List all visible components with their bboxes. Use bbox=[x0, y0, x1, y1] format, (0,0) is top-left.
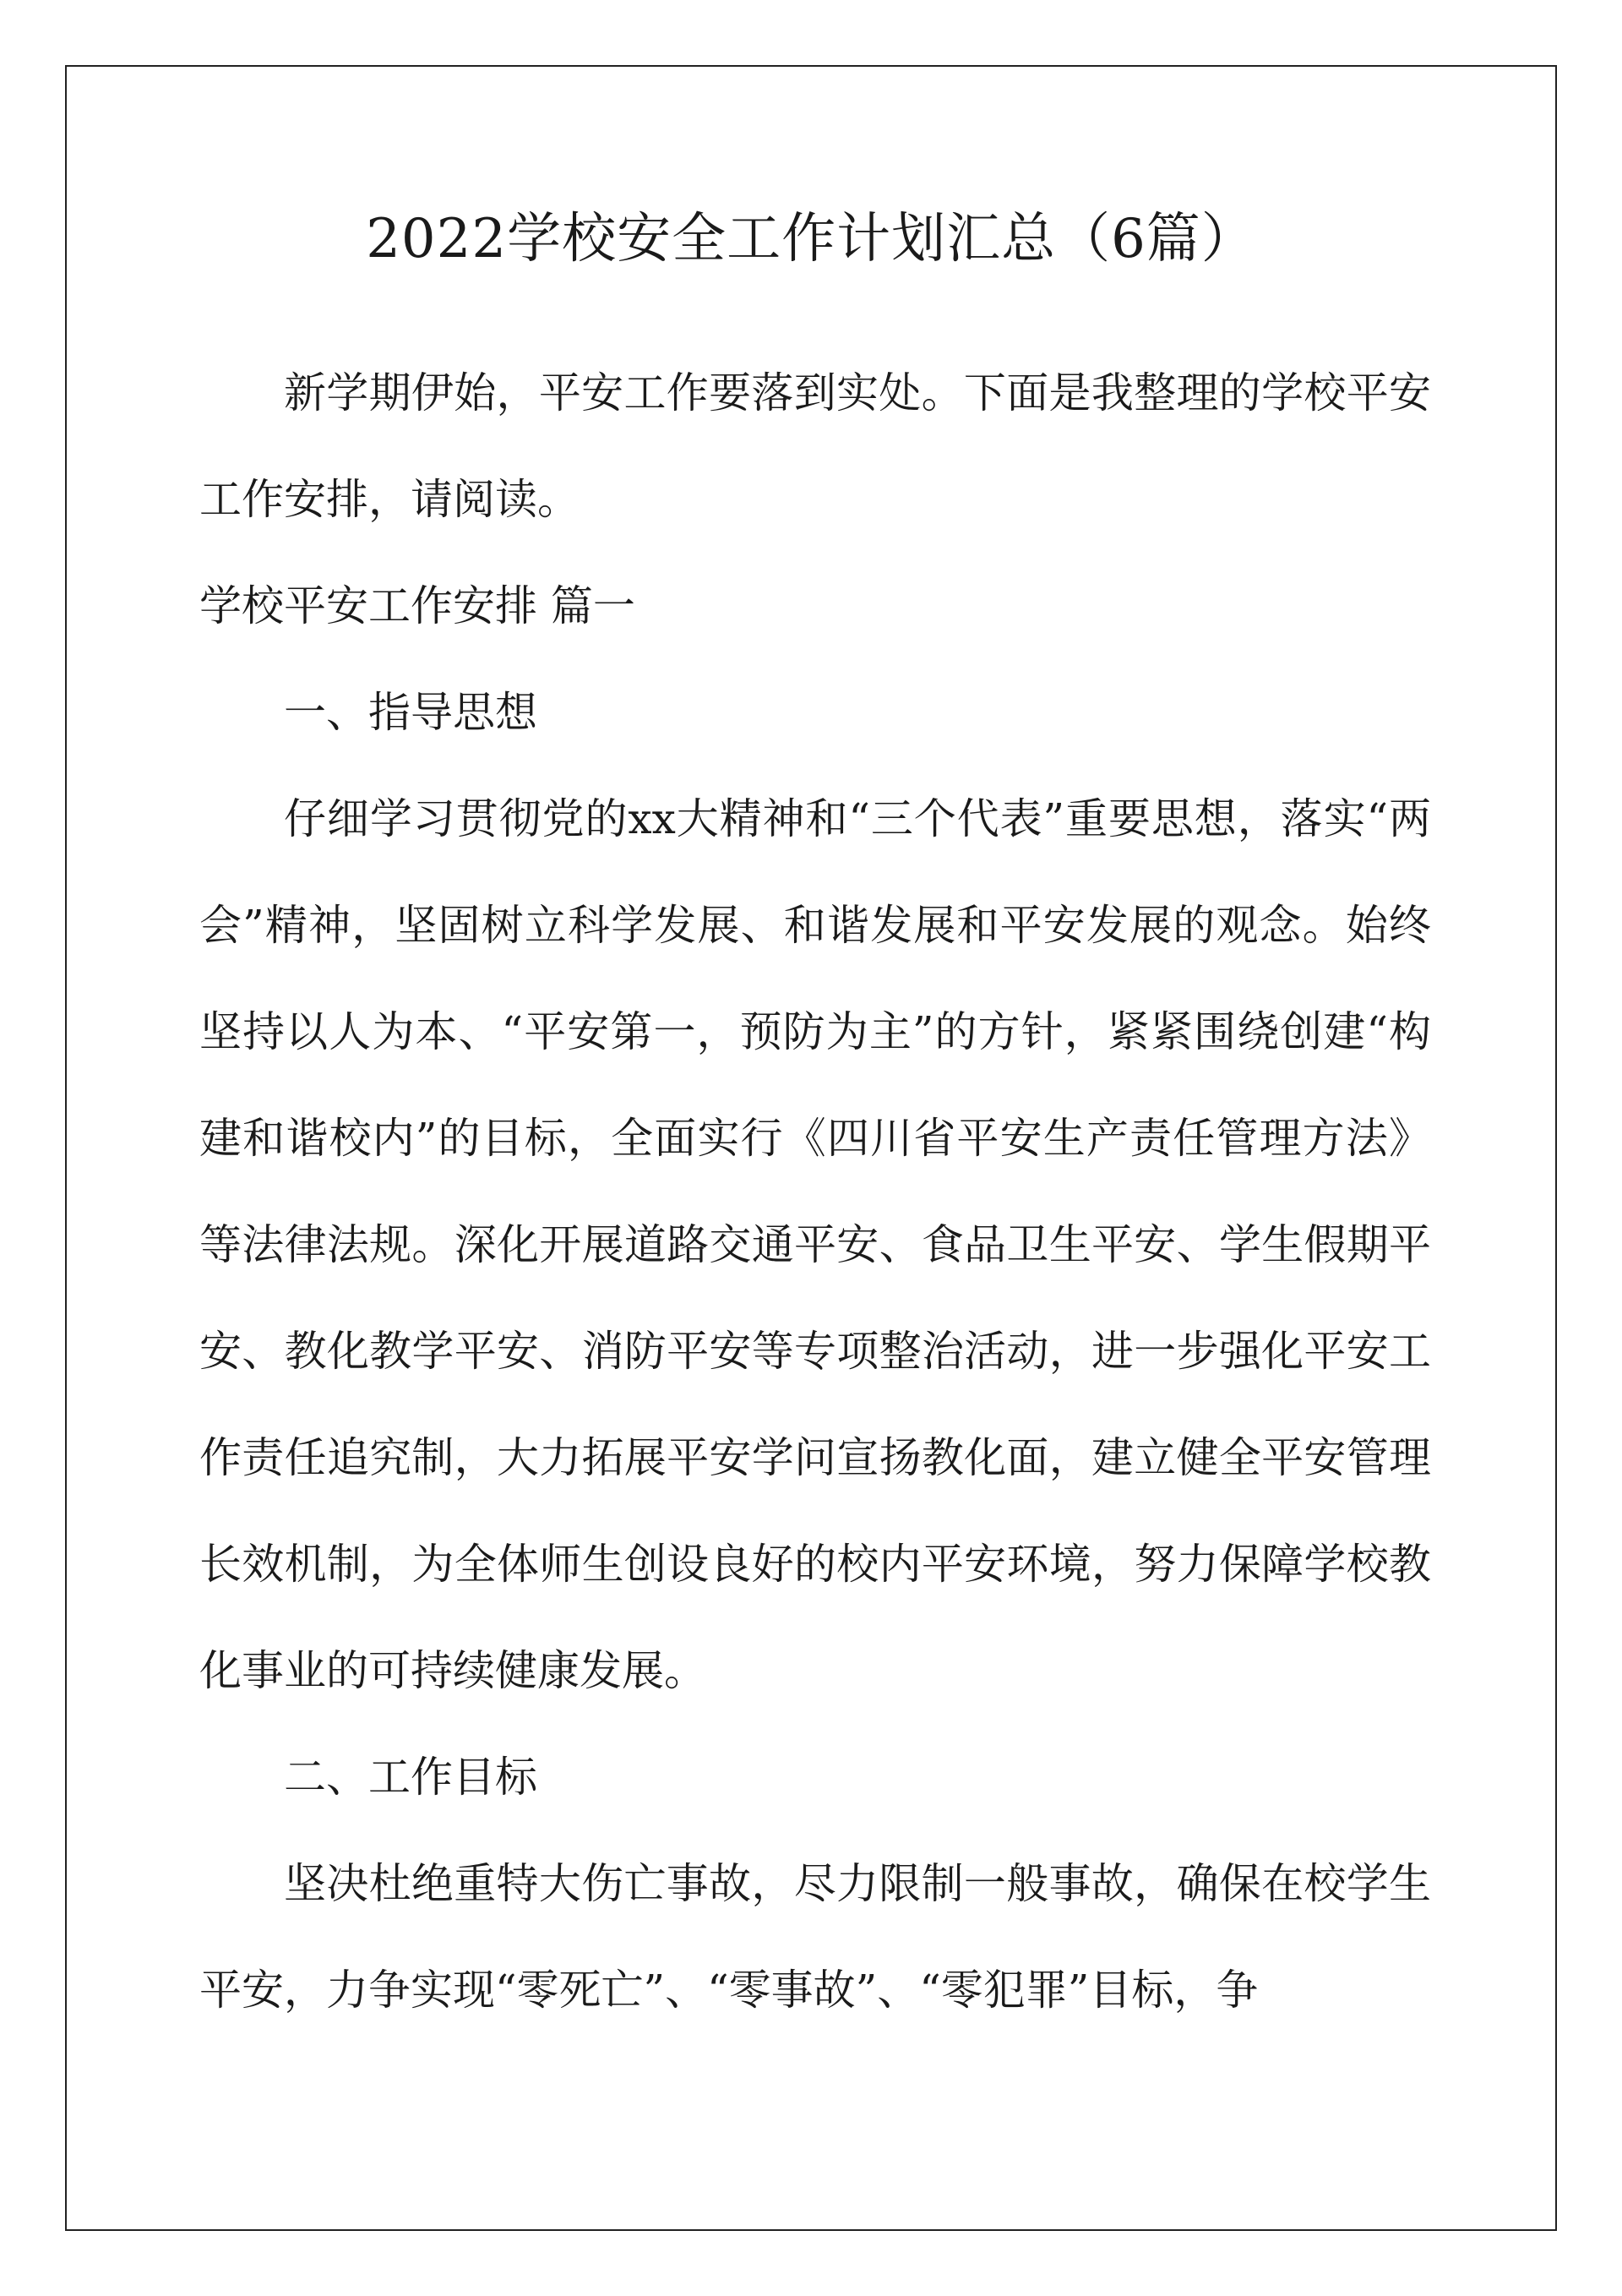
guiding-ideology-paragraph: 仔细学习贯彻党的xx大精神和“三个代表”重要思想，落实“两会”精神，坚固树立科学发展、和谐发展和平安发展的观念。始终坚持以人为本、“平安第一，预防为主”的方针，紧紧围绕创建“构建和谐校内”的目标，全面实行《四川省平安生产责任管理方法》等法律法规。深化开展道路交通平安、食品卫生平安、学生假期平安、教化教学平安、消防平安等专项整治活动，进一步强化平安工作责任追究制，大力拓展平安学问宣扬教化面，建立健全平安管理长效机制，为全体师生创设良好的校内平安环境，努力保障学校教化事业的可持续健康发展。 bbox=[199, 794, 1431, 1695]
document-body bbox=[199, 340, 1431, 2043]
work-goals-paragraph: 坚决杜绝重特大伤亡事故，尽力限制一般事故，确保在校学生平安，力争实现“零死亡”、“零事故”、“零犯罪”目标，争 bbox=[199, 1859, 1431, 2015]
subheading-guiding-ideology: 一、指导思想 bbox=[284, 688, 537, 737]
section-heading: 学校平安工作安排 篇一 bbox=[199, 581, 635, 630]
document-title: 2022学校安全工作计划汇总（6篇） bbox=[366, 208, 1256, 270]
intro-paragraph: 新学期伊始，平安工作要落到实处。下面是我整理的学校平安工作安排，请阅读。 bbox=[199, 368, 1431, 524]
subheading-work-goals: 二、工作目标 bbox=[284, 1753, 537, 1802]
